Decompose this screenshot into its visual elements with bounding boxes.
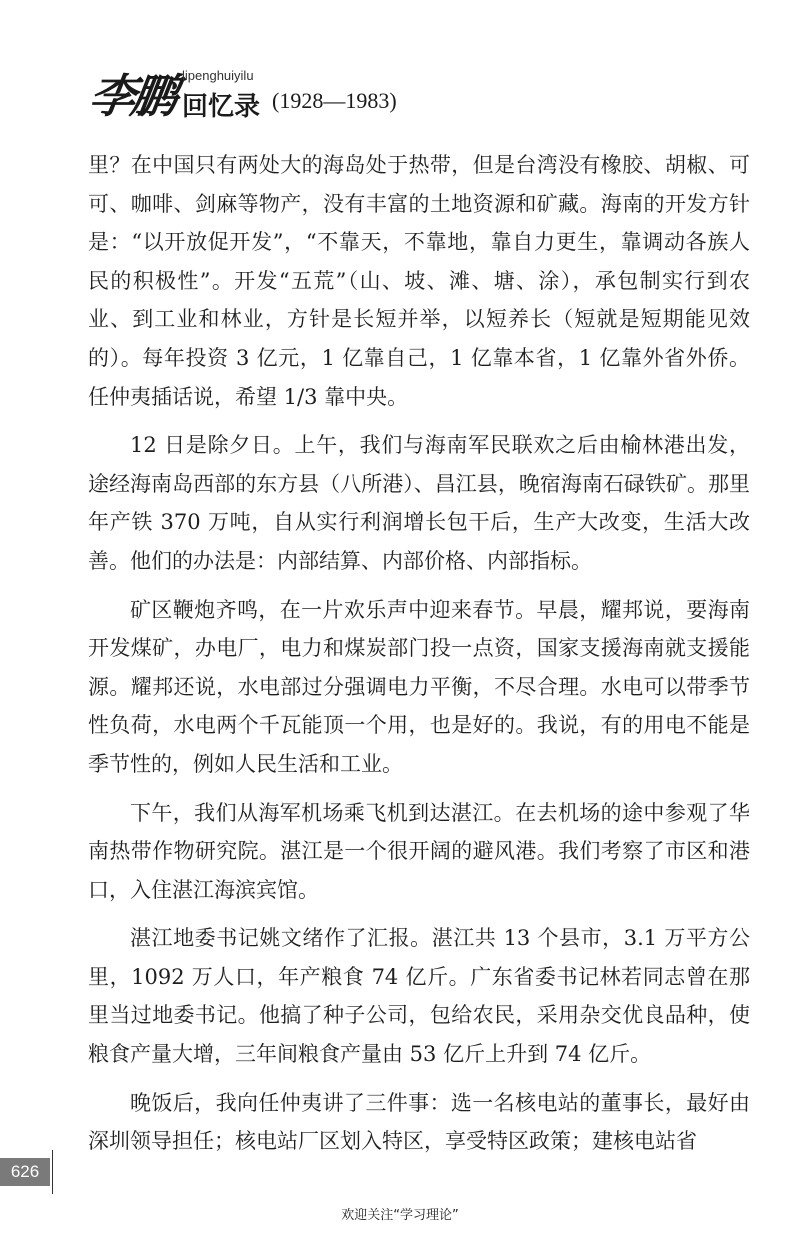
header-pinyin: lipenghuiyilu [182, 68, 254, 83]
paragraph-2: 12 日是除夕日。上午，我们与海南军民联欢之后由榆林港出发，途经海南岛西部的东方县（八所港）、昌江县，晚宿海南石碌铁矿。那里年产铁 370 万吨，自从实行利润增长包干后，生产大改变，生活大改善。他们的办法是：内部结算、内部价格、内部指标。 [88, 433, 750, 573]
paragraph-1: 里？在中国只有两处大的海岛处于热带，但是台湾没有橡胶、胡椒、可可、咖啡、剑麻等物产，没有丰富的土地资源和矿藏。海南的开发方针是：“以开放促开发”，“不靠天，不靠地，靠自力更生，靠调动各族人民的积极性”。开发“五荒”（山、坡、滩、塘、涂），承包制实行到农业、到工业和林业，方针是长短并举，以短养长（短就是短期能见效的）。每年投资 3 亿元，1 亿靠自己，1 亿靠本省，1 亿靠外省外侨。任仲夷插话说，希望 1/3 靠中央。 [88, 153, 750, 409]
book-years: (1928—1983) [272, 88, 397, 113]
footer-note: 欢迎关注“学习理论” [341, 1208, 459, 1223]
paragraph-6: 晚饭后，我向任仲夷讲了三件事：选一名核电站的董事长，最好由深圳领导担任；核电站厂区划入特区，享受特区政策；建核电站省 [88, 1090, 750, 1154]
page-number-rule [52, 1150, 53, 1194]
page-body [88, 146, 750, 1161]
paragraph-5: 湛江地委书记姚文绪作了汇报。湛江共 13 个县市，3.1 万平方公里，1092 万人口，年产粮食 74 亿斤。广东省委书记林若同志曾在那里当过地委书记。他搞了种子公司，包给农民，采用杂交优良品种，使粮食产量大增，三年间粮食产量由 53 亿斤上升到 74 亿斤。 [88, 926, 750, 1067]
paragraph-3: 矿区鞭炮齐鸣，在一片欢乐声中迎来春节。早晨，耀邦说，要海南开发煤矿，办电厂，电力和煤炭部门投一点资，国家支援海南就支援能源。耀邦还说，水电部过分强调电力平衡，不尽合理。水电可以带季节性负荷，水电两个千瓦能顶一个用，也是好的。我说，有的用电不能是季节性的，例如人民生活和工业。 [88, 597, 750, 776]
paragraph-4: 下午，我们从海军机场乘飞机到达湛江。在去机场的途中参观了华南热带作物研究院。湛江是一个很开阔的避风港。我们考察了市区和港口，入住湛江海滨宾馆。 [88, 800, 750, 902]
page-number: 626 [0, 1158, 50, 1186]
book-title: 回忆录 [182, 92, 261, 122]
calligraphy-title: 李鹏 [85, 69, 178, 123]
book-header [85, 58, 490, 128]
